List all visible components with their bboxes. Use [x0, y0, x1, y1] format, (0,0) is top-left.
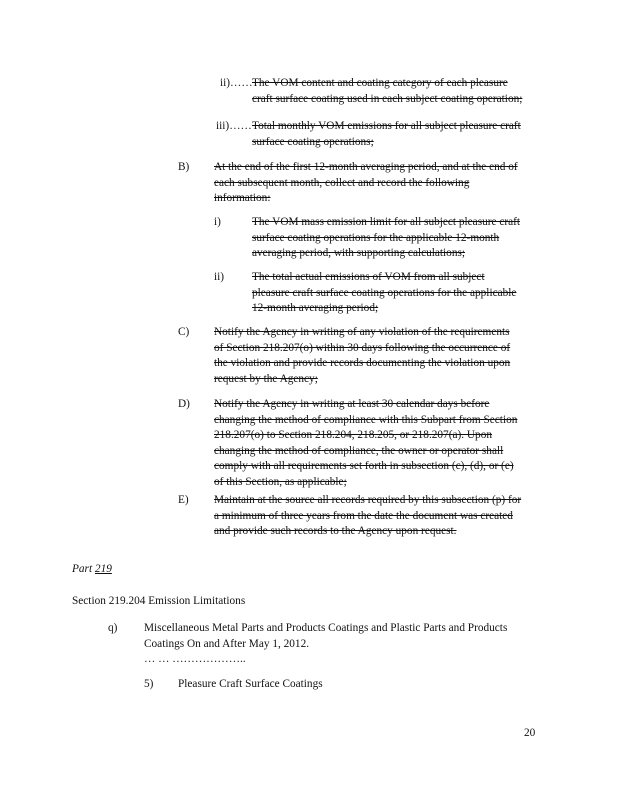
text-line: The VOM content and coating category of each pleasure — [252, 77, 508, 89]
subsection-q-text — [144, 621, 584, 668]
text-line: changing the method of compliance with this Subpart from Section — [214, 413, 518, 426]
item-B-text — [214, 160, 554, 207]
item-D-text — [214, 397, 554, 490]
text-line: The VOM mass emission limit for all subject pleasure craft — [252, 216, 521, 228]
item-B-i-text — [252, 215, 552, 262]
text-line: Notify the Agency in writing at least 30 calendar days before — [214, 398, 490, 410]
text-line: pleasure craft surface coating operations for the applicable — [252, 286, 517, 299]
text-line: each subsequent month, collect and record the following — [214, 176, 470, 189]
text-line: Total monthly VOM emissions for all subject pleasure craft — [252, 120, 521, 132]
item-iii-leader: …… — [229, 120, 252, 132]
item-B-label: B) — [178, 161, 190, 173]
part-heading — [72, 562, 112, 578]
text-line: surface coating operations for the applicable 12-month — [252, 231, 500, 244]
text-line: changing the method of compliance, the owner or operator shall — [214, 444, 504, 457]
item-C-label: C) — [178, 326, 190, 338]
item-ii-leader: …… — [230, 77, 253, 89]
item-D-label: D) — [178, 398, 190, 410]
text-line: and provide such records to the Agency upon request. — [214, 525, 457, 537]
text-line: Miscellaneous Metal Parts and Products Coatings and Plastic Parts and Products — [144, 622, 508, 634]
text-line: Coatings On and After May 1, 2012. — [144, 637, 310, 650]
item-B-ii-label: ii) — [214, 271, 225, 283]
text-line: The total actual emissions of VOM from all subject — [252, 271, 485, 283]
text-line: of this Section, as applicable; — [214, 475, 347, 488]
text-line: the violation and provide records documenting the violation upon — [214, 357, 511, 369]
subsection-5-label: 5) — [144, 678, 154, 690]
item-E-text — [214, 493, 554, 540]
text-line: At the end of the first 12-month averaging period, and at the end of — [214, 161, 518, 173]
item-ii-text — [252, 76, 552, 107]
text-line: information: — [214, 192, 271, 204]
text-line: comply with all requirements set forth in subsection (c), (d), or (e) — [214, 460, 514, 472]
item-B-ii-text — [252, 270, 552, 317]
part-prefix: Part — [72, 563, 93, 575]
item-E-label: E) — [178, 494, 189, 506]
text-line: averaging period, with supporting calculations; — [252, 247, 466, 259]
text-line: Maintain at the source all records required by this subsection (p) for — [214, 494, 522, 506]
text-line: craft surface coating used in each subject coating operation; — [252, 92, 523, 105]
text-line: 12-month averaging period; — [252, 302, 379, 314]
text-line: 218.207(o) to Section 218.204, 218.205, or 218.207(a). Upon — [214, 429, 492, 441]
item-C-text — [214, 325, 554, 387]
subsection-5-text: Pleasure Craft Surface Coatings — [178, 678, 323, 690]
item-iii-label: iii)…… — [216, 120, 252, 132]
text-line: surface coating operations; — [252, 135, 374, 148]
item-ii-label: ii)…… — [220, 77, 253, 89]
text-line: request by the Agency; — [214, 372, 318, 385]
page-number: 20 — [524, 727, 536, 739]
part-number: 219 — [94, 563, 112, 575]
text-line: a minimum of three years from the date the document was created — [214, 509, 513, 522]
item-B-i-label: i) — [214, 216, 221, 228]
omission-ellipsis: … … ……………….. — [144, 653, 246, 665]
section-heading: Section 219.204 Emission Limitations — [72, 595, 246, 607]
text-line: Notify the Agency in writing of any violation of the requirements — [214, 326, 510, 338]
item-iii-text — [252, 119, 552, 150]
text-line: of Section 218.207(o) within 30 days following the occurrence of — [214, 341, 511, 354]
subsection-q-label: q) — [108, 622, 118, 634]
